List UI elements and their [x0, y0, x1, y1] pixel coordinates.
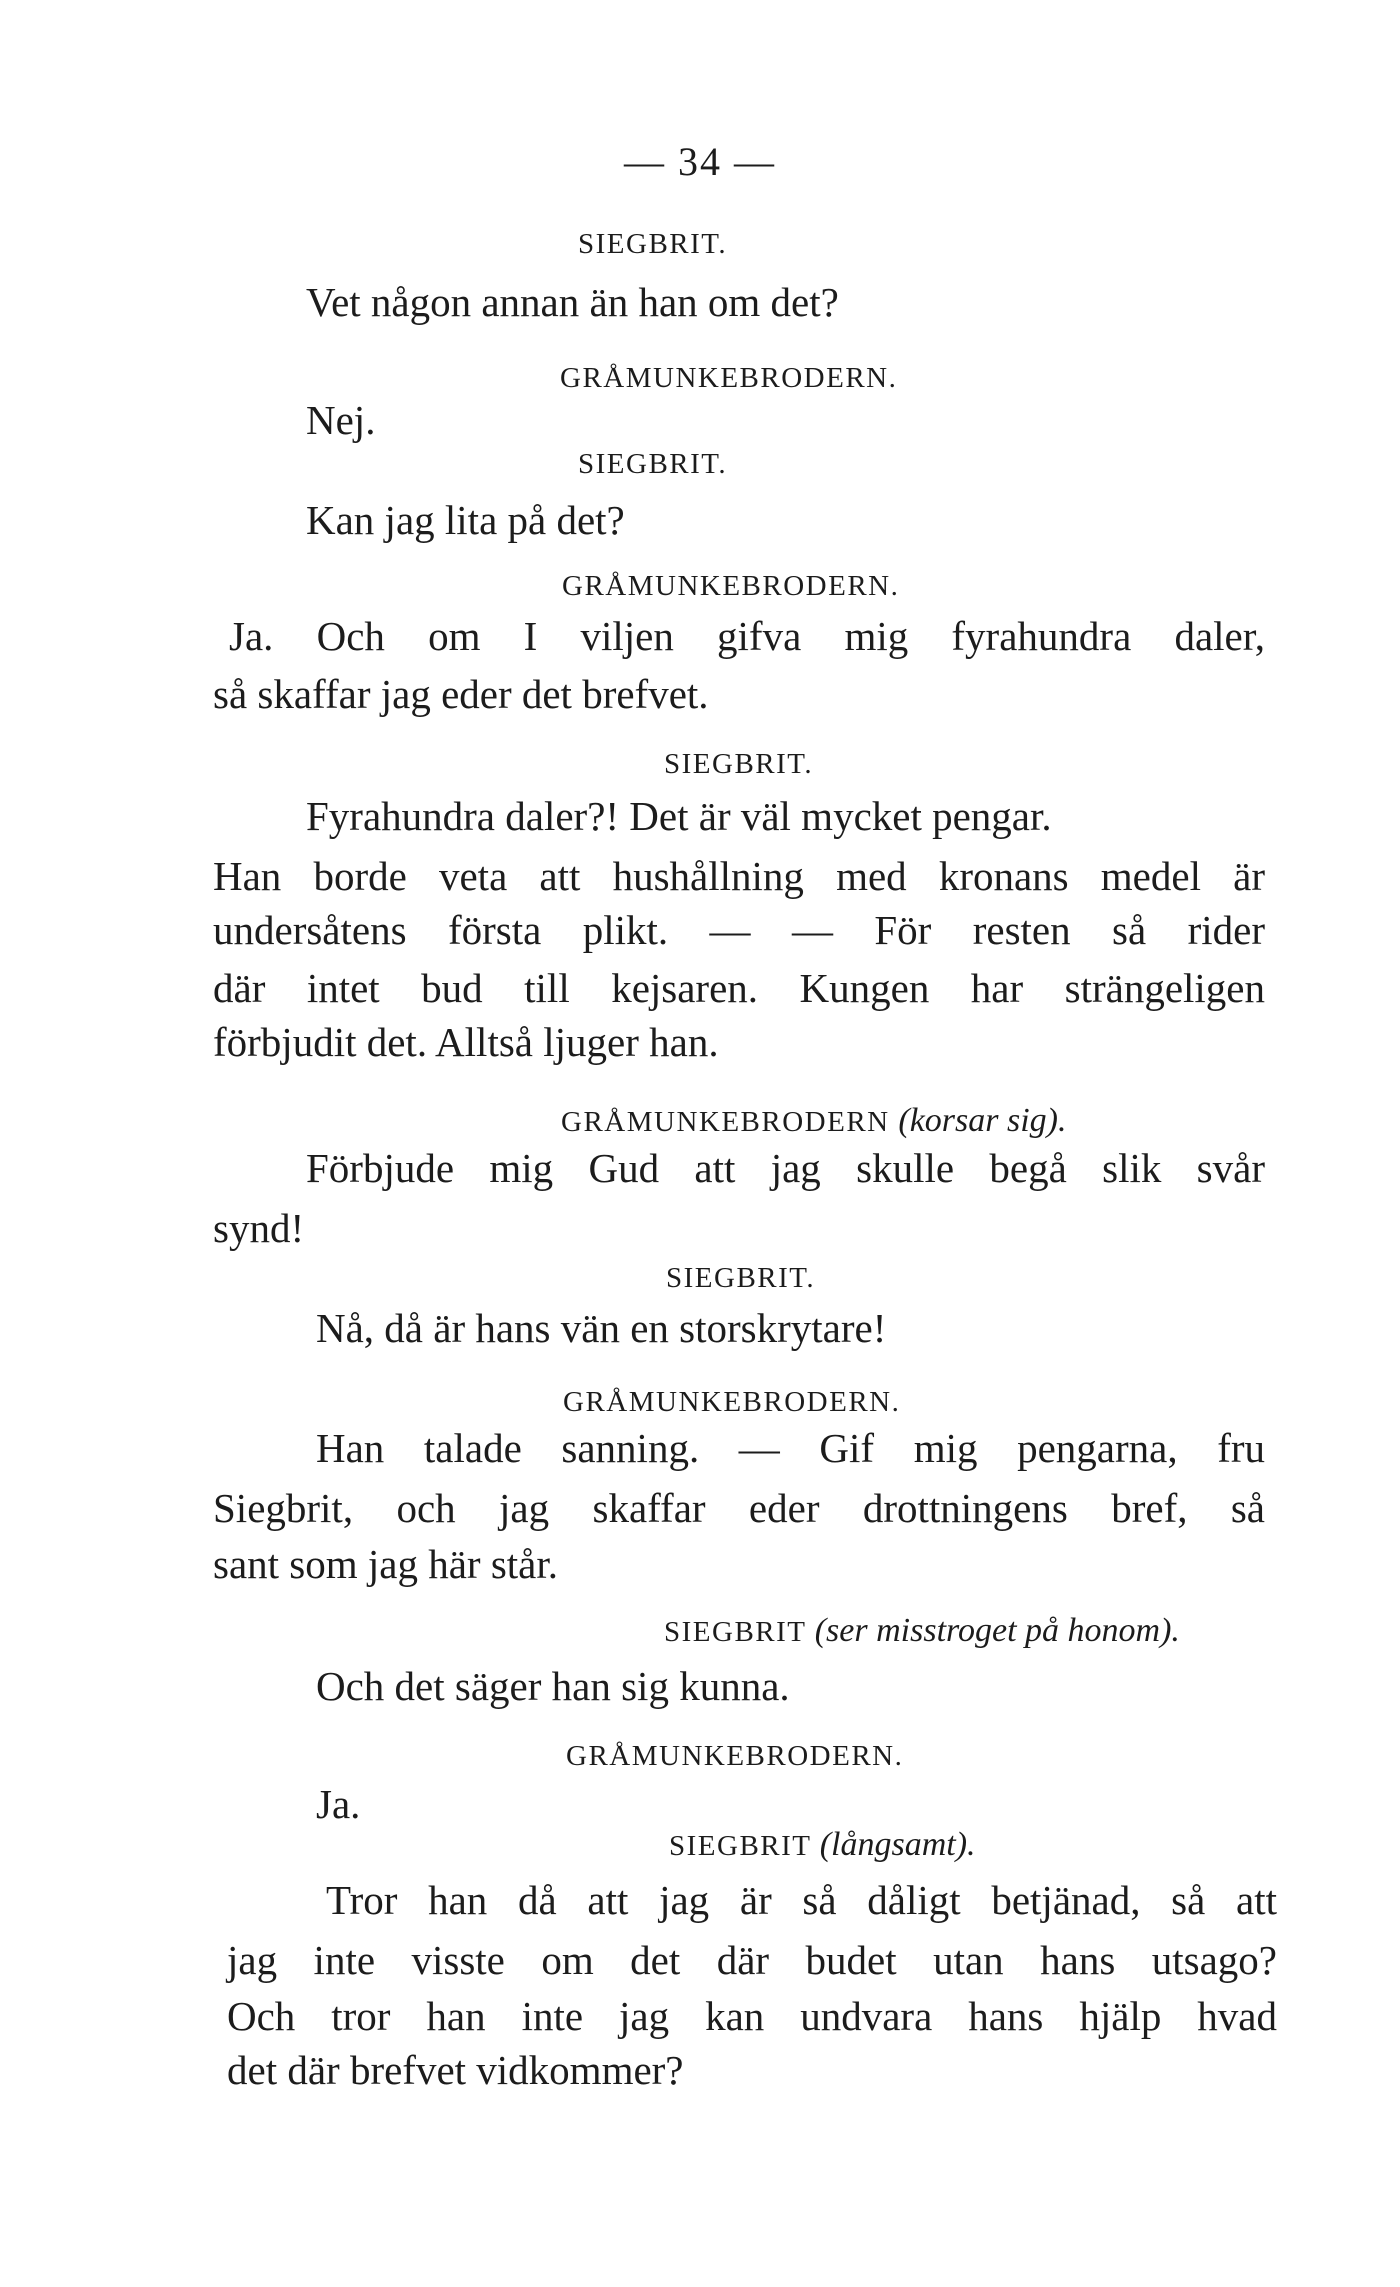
dialogue-line: Vet någon annan än han om det?: [306, 279, 839, 325]
dialogue-line: Tror han då att jag är så dåligt betjänad, så att: [326, 1877, 1277, 1923]
stage-direction: (korsar sig).: [898, 1102, 1067, 1139]
dialogue-line: jag inte visste om det där budet utan hans utsago?: [227, 1937, 1277, 1983]
dialogue-line: det där brefvet vidkommer?: [227, 2047, 684, 2093]
dialogue-line: Siegbrit, och jag skaffar eder drottningens bref, så: [213, 1485, 1265, 1531]
dialogue-line: Kan jag lita på det?: [306, 497, 625, 543]
dialogue-line: Fyrahundra daler?! Det är väl mycket pengar.: [306, 793, 1052, 839]
stage-direction: (långsamt).: [819, 1826, 976, 1863]
dialogue-line: undersåtens första plikt. — — För resten så rider: [213, 907, 1265, 953]
speaker-name: [561, 1102, 1067, 1140]
dialogue-line: Ja. Och om I viljen gifva mig fyrahundra daler,: [229, 613, 1265, 659]
speaker-name: [664, 1612, 1180, 1650]
dialogue-line: så skaffar jag eder det brefvet.: [213, 671, 709, 717]
dialogue-line: sant som jag här står.: [213, 1541, 559, 1587]
speaker-name: SIEGBRIT.: [578, 448, 728, 480]
speaker-label: SIEGBRIT: [669, 1830, 811, 1862]
speaker-name: GRÅMUNKEBRODERN.: [560, 362, 898, 394]
speaker-name: [669, 1826, 976, 1864]
speaker-name: GRÅMUNKEBRODERN.: [562, 570, 900, 602]
speaker-label: SIEGBRIT: [664, 1616, 806, 1648]
dialogue-line: Nå, då är hans vän en storskrytare!: [316, 1305, 887, 1351]
dialogue-line: Han talade sanning. — Gif mig pengarna, fru: [316, 1425, 1265, 1471]
speaker-label: GRÅMUNKEBRODERN: [561, 1106, 890, 1138]
dialogue-line: förbjudit det. Alltså ljuger han.: [213, 1019, 719, 1065]
dialogue-line: Han borde veta att hushållning med kronans medel är: [213, 853, 1265, 899]
stage-direction: (ser misstroget på honom).: [814, 1612, 1180, 1649]
dialogue-line: Förbjude mig Gud att jag skulle begå slik svår: [306, 1145, 1265, 1191]
speaker-name: GRÅMUNKEBRODERN.: [563, 1386, 901, 1418]
speaker-name: SIEGBRIT.: [578, 228, 728, 260]
speaker-name: SIEGBRIT.: [666, 1262, 816, 1294]
dialogue-line: Ja.: [316, 1781, 361, 1827]
dialogue-line: synd!: [213, 1205, 305, 1251]
speaker-name: SIEGBRIT.: [664, 748, 814, 780]
dialogue-line: där intet bud till kejsaren. Kungen har strängeligen: [213, 965, 1265, 1011]
dialogue-line: Och det säger han sig kunna.: [316, 1663, 790, 1709]
page-number: — 34 —: [624, 139, 776, 184]
dialogue-line: Nej.: [306, 397, 376, 443]
speaker-name: GRÅMUNKEBRODERN.: [566, 1740, 904, 1772]
dialogue-line: Och tror han inte jag kan undvara hans hjälp hvad: [227, 1993, 1277, 2039]
